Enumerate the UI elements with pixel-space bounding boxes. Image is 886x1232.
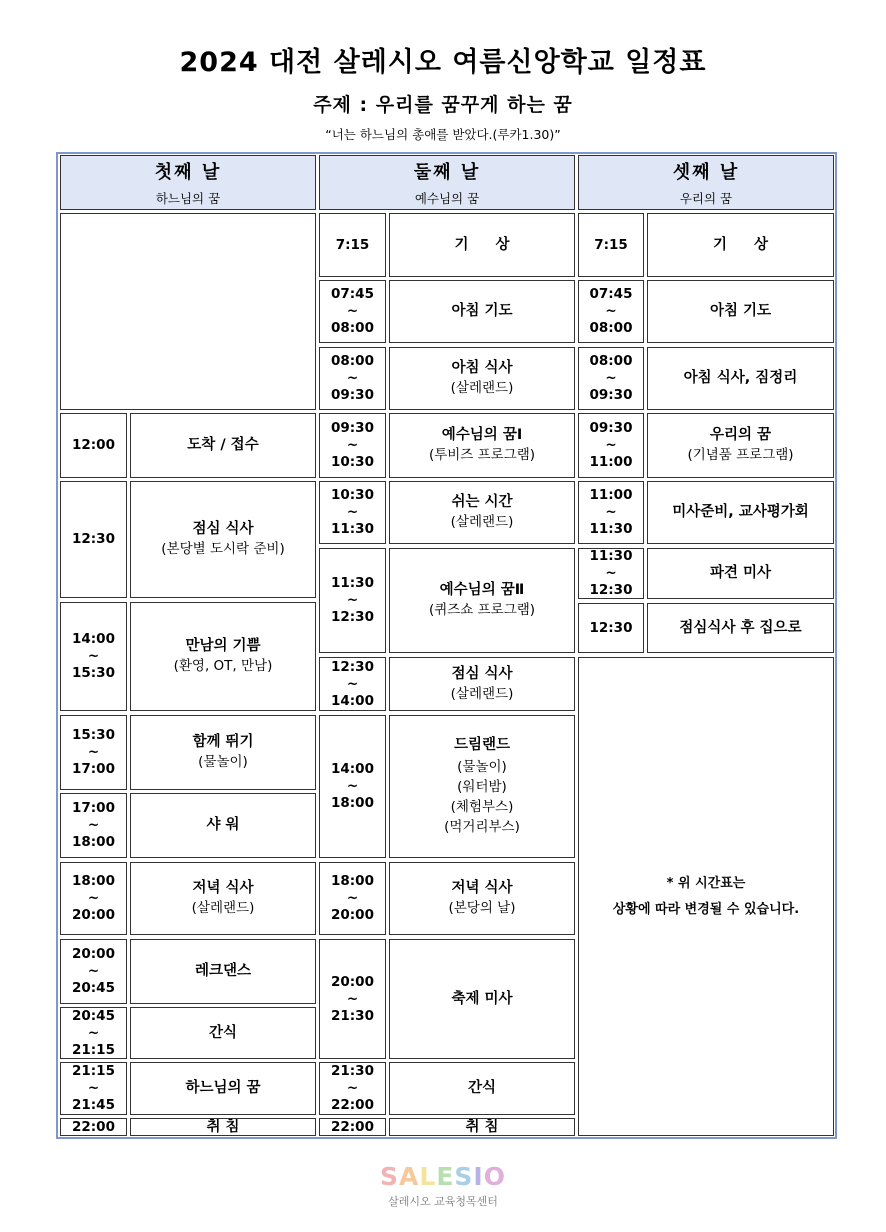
day1-time-cell: 21:15 ~ 21:45 (60, 1062, 127, 1115)
schedule-change-note (578, 657, 834, 1136)
day2-event-cell: 점심 식사 (살레랜드) (389, 657, 575, 711)
day2-time-cell: 07:45 ~ 08:00 (319, 280, 386, 343)
day3-event-cell: 점심식사 후 집으로 (647, 603, 834, 653)
day2-time-cell: 21:30 ~ 22:00 (319, 1062, 386, 1115)
day3-event-cell: 파견 미사 (647, 548, 834, 599)
salesio-logo (0, 1163, 886, 1209)
day3-theme: 우리의 꿈 (679, 191, 733, 206)
day1-time-cell: 15:30 ~ 17:00 (60, 715, 127, 790)
day2-time-cell: 10:30 ~ 11:30 (319, 481, 386, 544)
day1-event-cell: 간식 (130, 1007, 316, 1059)
day3-header (578, 155, 834, 210)
day2-event-cell: 간식 (389, 1062, 575, 1115)
logo-letter: O (483, 1162, 506, 1191)
day2-theme: 예수님의 꿈 (414, 191, 480, 206)
day1-time-cell: 14:00 ~ 15:30 (60, 602, 127, 711)
logo-letter: S (454, 1162, 474, 1191)
day3-event-cell: 아침 식사, 짐정리 (647, 347, 834, 410)
day1-time-cell: 20:00 ~ 20:45 (60, 939, 127, 1004)
day2-event-cell: 취 침 (389, 1118, 575, 1136)
day1-event-cell: 저녁 식사 (살레랜드) (130, 862, 316, 935)
day3-time-cell: 11:30 ~ 12:30 (578, 548, 644, 599)
day3-time-cell: 7:15 (578, 213, 644, 277)
day1-time-cell: 18:00 ~ 20:00 (60, 862, 127, 935)
day2-header (319, 155, 575, 210)
day2-time-cell: 18:00 ~ 20:00 (319, 862, 386, 935)
bible-verse: “너는 하느님의 총애를 받았다.(루카1.30)” (325, 127, 561, 142)
page-subtitle: 주제 : 우리를 꿈꾸게 하는 꿈 (313, 94, 573, 116)
page-title: 2024 대전 살레시오 여름신앙학교 일정표 (179, 47, 707, 78)
day3-time-cell: 09:30 ~ 11:00 (578, 413, 644, 478)
day1-event-cell: 레크댄스 (130, 939, 316, 1004)
day3-event-cell: 기 상 (647, 213, 834, 277)
logo-letter: L (419, 1162, 437, 1191)
day1-empty-block (60, 213, 316, 410)
day1-event-cell: 도착 / 접수 (130, 413, 316, 478)
day3-event-cell: 미사준비, 교사평가회 (647, 481, 834, 544)
day2-time-cell: 22:00 (319, 1118, 386, 1136)
day1-event-cell: 함께 뛰기 (물놀이) (130, 715, 316, 790)
day2-time-cell: 08:00 ~ 09:30 (319, 347, 386, 410)
day2-time-cell: 20:00 ~ 21:30 (319, 939, 386, 1059)
day2-time-cell: 14:00 ~ 18:00 (319, 715, 386, 858)
day1-event-cell: 만남의 기쁨 (환영, OT, 만남) (130, 602, 316, 711)
logo-subtitle: 살레시오 교육청목센터 (388, 1195, 498, 1208)
day1-time-cell: 12:00 (60, 413, 127, 478)
day1-header (60, 155, 316, 210)
logo-letter: E (436, 1162, 455, 1191)
day1-time-cell: 22:00 (60, 1118, 127, 1136)
day1-theme: 하느님의 꿈 (155, 191, 221, 206)
day2-time-cell: 09:30 ~ 10:30 (319, 413, 386, 478)
day2-time-cell: 12:30 ~ 14:00 (319, 657, 386, 711)
logo-letter: S (380, 1162, 400, 1191)
day1-time-cell: 20:45 ~ 21:15 (60, 1007, 127, 1059)
day3-time-cell: 12:30 (578, 603, 644, 653)
note-line-1: * 위 시간표는 (666, 875, 746, 891)
logo-letter: I (473, 1162, 484, 1191)
day2-event-cell: 아침 기도 (389, 280, 575, 343)
day2-event-cell: 예수님의 꿈Ⅰ (투비즈 프로그램) (389, 413, 575, 478)
day2-event-cell: 예수님의 꿈Ⅱ (퀴즈쇼 프로그램) (389, 548, 575, 653)
day2-time-cell: 11:30 ~ 12:30 (319, 548, 386, 653)
day3-label: 셋째 날 (672, 162, 740, 183)
day1-label: 첫째 날 (154, 162, 222, 183)
day3-time-cell: 11:00 ~ 11:30 (578, 481, 644, 544)
day3-time-cell: 07:45 ~ 08:00 (578, 280, 644, 343)
day1-event-cell: 하느님의 꿈 (130, 1062, 316, 1115)
note-line-2: 상황에 따라 변경될 수 있습니다. (612, 901, 800, 917)
day2-event-cell: 드림랜드 (물놀이) (워터밤) (체험부스) (먹거리부스) (389, 715, 575, 858)
day2-event-cell: 저녁 식사 (본당의 날) (389, 862, 575, 935)
logo-letter: A (399, 1162, 420, 1191)
day2-event-cell: 기 상 (389, 213, 575, 277)
day3-event-cell: 아침 기도 (647, 280, 834, 343)
logo-wordmark (0, 1163, 886, 1191)
day1-time-cell: 12:30 (60, 481, 127, 598)
day2-event-cell: 아침 식사 (살레랜드) (389, 347, 575, 410)
day3-event-cell: 우리의 꿈 (기념품 프로그램) (647, 413, 834, 478)
day1-time-cell: 17:00 ~ 18:00 (60, 793, 127, 858)
day1-event-cell: 취 침 (130, 1118, 316, 1136)
day2-label: 둘째 날 (413, 162, 481, 183)
day1-event-cell: 샤 워 (130, 793, 316, 858)
day2-event-cell: 축제 미사 (389, 939, 575, 1059)
day3-time-cell: 08:00 ~ 09:30 (578, 347, 644, 410)
day1-event-cell: 점심 식사 (본당별 도시락 준비) (130, 481, 316, 598)
day2-event-cell: 쉬는 시간 (살레랜드) (389, 481, 575, 544)
day2-time-cell: 7:15 (319, 213, 386, 277)
